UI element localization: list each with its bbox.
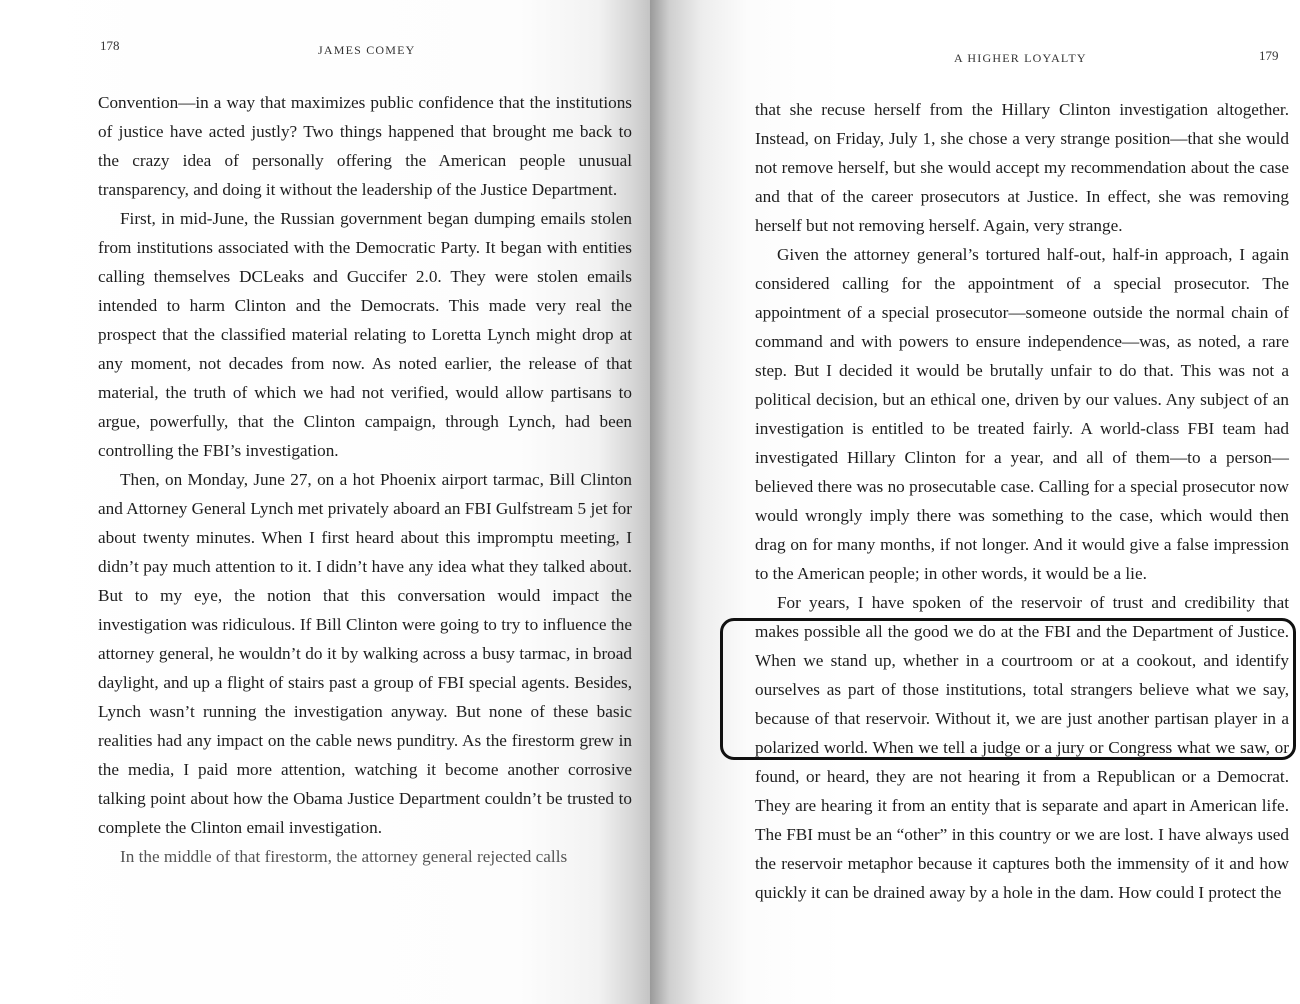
highlight-box	[720, 618, 1296, 760]
running-head: A HIGHER LOYALTY	[954, 51, 1087, 65]
running-head: JAMES COMEY	[318, 43, 416, 57]
page-number: 179	[1259, 48, 1279, 63]
page-number: 178	[100, 38, 120, 53]
paragraph: First, in mid-June, the Russian government began dumping emails stolen from institutions associated with the Democratic Party. It began with entities calling themselves DCLeaks and Guccifer 2.0. They were stolen emails intended to harm Clinton and the Democrats. This made very real the prospect that the classified material relating to Loretta Lynch might drop at any moment, not decades from now. As noted earlier, the release of that material, the truth of which we had not verified, would allow partisans to argue, powerfully, that the Clinton campaign, through Lynch, had been controlling the FBI’s investigation.	[98, 209, 632, 460]
paragraph: Given the attorney general’s tortured half-out, half-in approach, I again considered calling for the appointment of a special prosecutor. The appointment of a special prosecutor—someone outside the normal chain of command and with powers to ensure independence—was, as noted, a rare step. But I decided it would be brutally unfair to do that. This was not a political decision, but an ethical one, driven by our values. Any subject of an investigation is entitled to be treated fairly. A world-class FBI team had investigated Hillary Clinton for a year, and all of them—to a person—believed there was no prosecutable case. Calling for a special prosecutor now would wrongly imply there was something to the case, which would then drag on for many months, if not longer. And it would give a false impression to the American people; in other words, it would be a lie.	[755, 245, 1289, 583]
body-text	[755, 95, 1289, 907]
highlighted-paragraph: For years, I have spoken of the reservoir of trust and credibility that makes possible all the good we do at the FBI and the Department of Justice. When we stand up, whether in a courtroom or at a cookout, and identify ourselves as part of those institutions, total strangers believe what we say, because of that reservoir. Without it, we are just another partisan player in a polarized world. When we tell a judge or a jury or Congress what we saw, or found, or heard, they are not hearing it from a Republican or a Democrat. They are hearing it from an entity that is separate and apart in American life. The FBI must be an “other” in this country or we are lost. I have always used the reservoir metaphor because it captures both the immensity of it and how quickly it can be drained away by a hole in the dam. How could I protect the	[755, 593, 1289, 902]
paragraph: In the middle of that firestorm, the attorney general rejected calls	[120, 847, 568, 866]
body-text	[98, 88, 632, 871]
paragraph: that she recuse herself from the Hillary Clinton investigation altogether. Instead, on Friday, July 1, she chose a very strange position—that she would not remove herself, but she would accept my recommendation about the case and that of the career prosecutors at Justice. In effect, she was removing herself but not removing herself. Again, very strange.	[755, 100, 1289, 235]
right-page	[650, 0, 1300, 1004]
paragraph: Convention—in a way that maximizes public confidence that the institutions of justice have acted justly? Two things happened that brought me back to the crazy idea of personally offering the American people unusual transparency, and doing it without the leadership of the Justice Department.	[98, 93, 632, 199]
paragraph: Then, on Monday, June 27, on a hot Phoenix airport tarmac, Bill Clinton and Attorney General Lynch met privately aboard an FBI Gulfstream 5 jet for about twenty minutes. When I first heard about this impromptu meeting, I didn’t pay much attention to it. I didn’t have any idea what they talked about. But to my eye, the notion that this conversation would impact the investigation was ridiculous. If Bill Clinton were going to try to influence the attorney general, he wouldn’t do it by walking across a busy tarmac, in broad daylight, and up a flight of stairs past a group of FBI special agents. Besides, Lynch wasn’t running the investigation anyway. But none of these basic realities had any impact on the cable news punditry. As the firestorm grew in the media, I paid more attention, watching it become another corrosive talking point about how the Obama Justice Department couldn’t be trusted to complete the Clinton email investigation.	[98, 470, 632, 837]
